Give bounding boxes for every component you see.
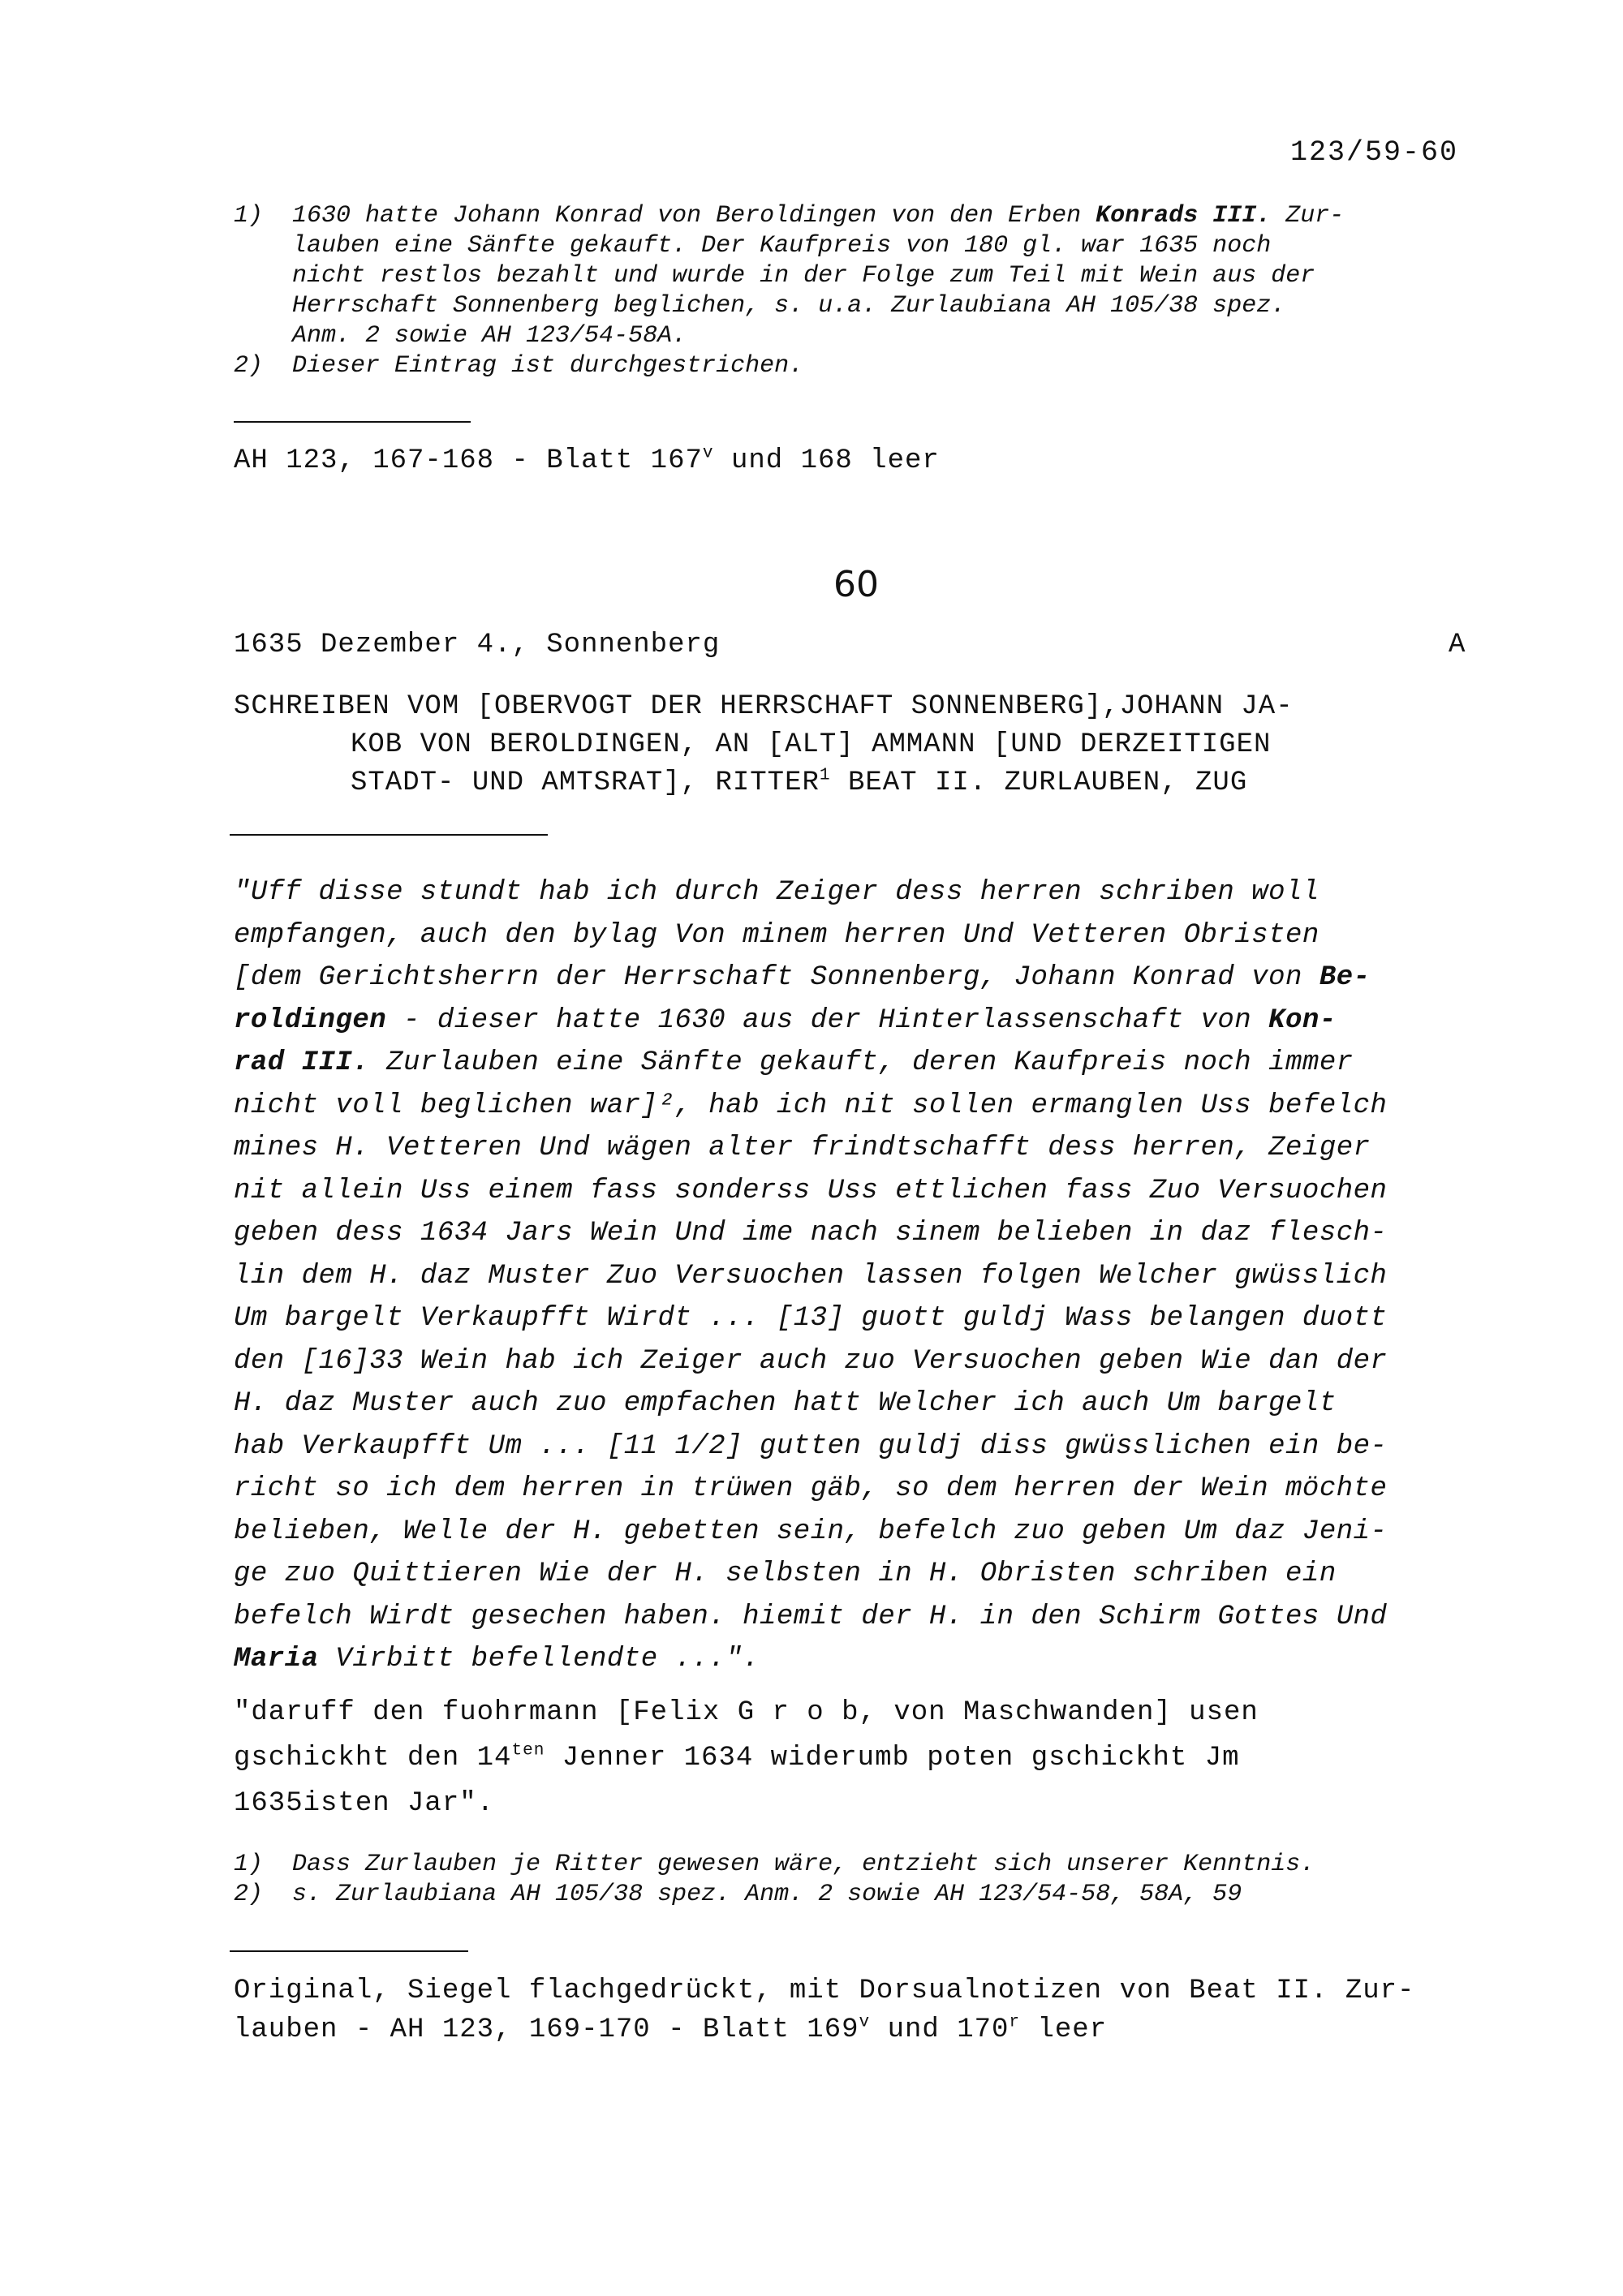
footnote-line: nicht restlos bezahlt und wurde in der Folge zum Teil mit Wein aus der — [292, 262, 1315, 290]
quote-line: hab Verkaupfft Um ... [11 1/2] gutten guldj diss gwüsslichen ein be- — [234, 1430, 1388, 1462]
footnote-line: 1630 hatte Johann Konrad von Beroldingen von den Erben Konrads III. Zur- — [292, 202, 1345, 230]
note-line: 1635isten Jar". — [234, 1788, 495, 1819]
quote-line: den [16]33 Wein hab ich Zeiger auch zuo Versuochen geben Wie dan der — [234, 1345, 1388, 1377]
footnote-text: Dass Zurlauben je Ritter gewesen wäre, entzieht sich unserer Kenntnis. — [292, 1851, 1315, 1878]
bottom-footnotes — [234, 1850, 1573, 1915]
footnote-text: Dieser Eintrag ist durchgestrichen. — [292, 352, 804, 380]
quote-line: ge zuo Quittieren Wie der H. selbsten in H. Obristen schriben ein — [234, 1559, 1337, 1589]
original-line: lauben - AH 123, 169-170 - Blatt 169$^v$ und 170$^r$ leer — [234, 2012, 1108, 2045]
dorsal-note-text — [234, 1690, 1259, 1826]
quoted-letter-text — [234, 871, 1475, 1681]
quote-line: roldingen - dieser hatte 1630 aus der Hinterlassenschaft von Kon- — [234, 1004, 1337, 1036]
footnote-line: Anm. 2 sowie AH 123/54-58A. — [292, 322, 687, 350]
separator-rule — [230, 834, 548, 836]
separator-rule — [234, 421, 471, 423]
original-line: Original, Siegel flachgedrückt, mit Dorsualnotizen von Beat II. Zur- — [234, 1976, 1415, 2006]
top-footnotes — [234, 201, 1573, 388]
quote-line: belieben, Welle der H. gebetten sein, befelch zuo geben Um daz Jeni- — [234, 1516, 1388, 1547]
quote-line: nit allein Uss einem fass sonderss Uss ettlichen fass Zuo Versuochen — [234, 1175, 1388, 1206]
quote-line: Maria Virbitt befellendte ...". — [234, 1644, 760, 1675]
quote-line: nicht voll beglichen war]², hab ich nit sollen ermanglen Uss befelch — [234, 1090, 1388, 1121]
footnote-marker: 1) — [234, 1851, 264, 1878]
page-reference: 123/59-60 — [1290, 136, 1459, 169]
quote-line: geben dess 1634 Jars Wein Und ime nach sinem belieben in daz flesch- — [234, 1218, 1388, 1249]
note-line: "daruff den fuohrmann [Felix G r o b, von Maschwanden] usen — [234, 1697, 1259, 1728]
document-type: A — [1449, 630, 1466, 660]
original-description — [234, 1971, 1414, 2049]
document-number: 60 — [833, 564, 879, 605]
footnote-line: Herrschaft Sonnenberg beglichen, s. u.a. Zurlaubiana AH 105/38 spez. — [292, 292, 1286, 320]
quote-line: empfangen, auch den bylag Von minem herren Und Vetteren Obristen — [234, 919, 1319, 951]
quote-line: mines H. Vetteren Und wägen alter frindtschafft dess herren, Zeiger — [234, 1133, 1371, 1163]
quote-line: "Uff disse stundt hab ich durch Zeiger dess herren schriben woll — [234, 877, 1319, 908]
quote-line: [dem Gerichtsherrn der Herrschaft Sonnenberg, Johann Konrad von Be- — [234, 962, 1371, 993]
quote-line: H. daz Muster auch zuo empfachen hatt Welcher ich auch Um bargelt — [234, 1388, 1337, 1419]
quote-line: rad III. Zurlauben eine Sänfte gekauft, deren Kaufpreis noch immer — [234, 1047, 1354, 1078]
title-line: KOB VON BEROLDINGEN, AN [ALT] AMMANN [UND DERZEITIGEN — [351, 729, 1272, 760]
footnote-marker: 2) — [234, 352, 264, 380]
previous-source-line: AH 123, 167-168 - Blatt 167$^v$ und 168 leer — [234, 443, 940, 476]
title-line: STADT- UND AMTSRAT], RITTER$^1$ BEAT II. ZURLAUBEN, ZUG — [351, 765, 1248, 798]
footnote-marker: 1) — [234, 202, 264, 230]
title-line: SCHREIBEN VOM [OBERVOGT DER HERRSCHAFT SONNENBERG],JOHANN JA- — [234, 691, 1294, 722]
footnote-marker: 2) — [234, 1881, 264, 1908]
quote-line: richt so ich dem herren in trüwen gäb, so dem herren der Wein möchte — [234, 1473, 1388, 1504]
footnote-line: lauben eine Sänfte gekauft. Der Kaufpreis von 180 gl. war 1635 noch — [292, 232, 1272, 260]
document-title — [234, 688, 1487, 802]
quote-line: lin dem H. daz Muster Zuo Versuochen lassen folgen Welcher gwüsslich — [234, 1260, 1388, 1292]
footnote-text: s. Zurlaubiana AH 105/38 spez. Anm. 2 sowie AH 123/54-58, 58A, 59 — [292, 1881, 1242, 1908]
quote-line: Um bargelt Verkaupfft Wirdt ... [13] guott guldj Wass belangen duott — [234, 1303, 1388, 1334]
footnote-text — [292, 201, 1550, 351]
note-line: gschickht den $14^{ten}$ Jenner 1634 widerumb poten gschickht Jm — [234, 1740, 1240, 1774]
separator-rule — [230, 1950, 468, 1952]
document-date-place: 1635 Dezember 4., Sonnenberg — [234, 630, 721, 660]
quote-line: befelch Wirdt gesechen haben. hiemit der H. in den Schirm Gottes Und — [234, 1601, 1388, 1632]
